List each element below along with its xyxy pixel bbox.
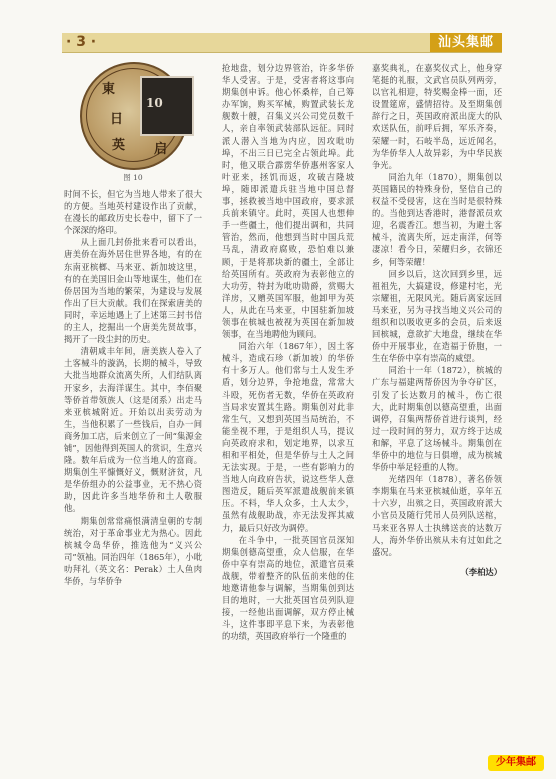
paragraph: 期集创常常痛恨满清皇朝的专制统治，对于革命事业尤为热心。因此槟城令岛华侨，推选他为“义兴公司”领袖。同治四年（1865年），小吡叻拜礼（英文名：Perak）土人鱼肉华侨，与华侨争 (64, 515, 202, 586)
figure-caption: 图 10 (123, 173, 143, 182)
paragraph: 在斗争中，一批英国官员深知期集创德高望重，众人信服，在华侨中享有崇高的地位，派遣官员乘战舰，带着整齐的队伍前来他的住地邀请他参与调解，当期集创到达目的地时，一大批英国官员列队迎接，一经他出面调解，双方停止械斗，这件事即平息下来，为表彰他的功绩，英国政府举行一个隆重的 (222, 534, 354, 642)
author-byline: （李柏达） (460, 566, 502, 577)
postmark-char: 英 (112, 138, 126, 153)
magazine-title: 汕头集邮 (430, 33, 502, 52)
stamp-value: 10 (146, 96, 163, 110)
postmark-char: 启 (154, 142, 168, 157)
paragraph: 同治九年（1870），期集创以英国籍民的特殊身份，坚信自己的权益不受侵害，这在当时是很特殊的。当他到达香港时，港督派员欢迎，名震香江。想当初，为避土客械斗，流离失所，远走南洋，何等凄凉！看今日，荣耀归乡，衣锦还乡，何等荣耀！ (372, 171, 502, 267)
postmark-char: 日 (110, 112, 124, 127)
paragraph: 回乡以后，这次回到乡里，远祖祖先，大搞建设，修建村宅，光宗耀祖，无限风光。随后离家远回马来亚，另为寻找当地义兴公司的组织和以吸收更多的会员，后来返回槟城，意欲扩大地盘，继续在华侨中开展事业，在造福于侨胞，一生在华侨中享有崇高的威望。 (372, 268, 502, 364)
paragraph: 时间不长，但它为当地人带来了很大的方便。当地英村建设作出了贡献，在漫长的邮政历史长卷中，留下了一个深深的烙印。 (64, 189, 202, 236)
paragraph: 清朝咸丰年间，唐美族人卷入了土客械斗的漩涡，长期的械斗，导致大批当地群众流离失所，人们结队离开家乡，去海洋谋生。其中，李佰聚等侨首带领族人（这是闭系）出走马来亚槟城附近。开始以出卖劳动为生，当他积累了一些钱后，自办一间商务加工店，后来创立了一间“集源金铺”，因他得到英国人的赏识，生意兴隆。数年后成为一位当地人的富商。期集创生平慷慨好义，慨财济贫，凡是华侨组办的公益事业，无不热心资助，因此许多当地华侨和土人敬服他。 (64, 346, 202, 514)
paragraph: 光绪四年（1878），著名侨领李期集在马来亚槟城仙逝，享年五十六岁，出殡之日，英国政府派大小官员及随行凭吊人员列队送棺，马来亚各界人士执绋送丧的达数万人，海外华侨出殡从未有过如此之盛况。 (372, 474, 502, 557)
paragraph: 同治十一年（1872），槟城的广东与福建两帮侨因为争夺矿区，引发了长达数月的械斗，伤亡很大，此时期集创以德高望重，出面调停，召集两帮侨首进行谈判，经过一段时间的努力，双方终于达成和解，平息了这场械斗。期集创在华侨中的地位与日俱增，成为槟城华侨中举足轻重的人物。 (372, 365, 502, 473)
postmark-char: 東 (102, 82, 116, 97)
paragraph: 抢地盘，划分边界管治，许多华侨华人受害。于是，受害者将这事向期集创申诉。他心怀桑梓，自己筹办军饷，购买军械，购置武装长龙舰数十艘，召集义兴公司党员数千人，亲自率领武装部队远征。同时派人潜入当地为内应，因攻吡叻埠，不出三日已完全占领此埠。此时，他又联合霹雳华侨惠州客家人叶亚来，拯饥而返，攻破吉隆坡埠，随即派遣兵驻当地中国总督事，拯救被当地中国政府，要求派兵前来镇守。此时，英国人也想伸手一些疆土，他们提出调和，共同管治，然而，他想到当时中国兵荒马乱，清政府腐败，恐怕难以兼顾，于是将那块新的疆土，全部让给英国所有。英政府为表彰他立的大功劳，特封为吡叻勋爵，赏赐大洋房，又赠英国军服，他卸甲为英人，从此在马来亚，中国驻新加坡领事在槟城也被视为英国在新加坡领事，在当地聘他为顾问。 (222, 63, 354, 340)
figure-stamp-image (64, 62, 202, 172)
article-column-2 (222, 62, 354, 643)
article-column-3 (372, 62, 502, 578)
paragraph: 从上面几封侨批来看可以看出，唐美侨在海外居住世界各地，有的在东南亚槟榔、马来亚、新加坡这里，有的在美国旧金山等地谋生，他们在侨居国为当地的繁荣，为建设与发展作出了巨大贡献。我们在探索唐美的同时，幸运地遇上了上述第三封书信的主人，挖掘出一个唐美先贤故事，揭开了一段尘封的历史。 (64, 237, 202, 345)
corner-logo: 少年集邮 (488, 755, 544, 771)
paragraph: 嘉奖典礼，在嘉奖仪式上，他身穿笔挺的礼服，文武官员队列两旁，以官礼相迎，特奖赐金棒一面，还设置筵席，盛情招待。及至期集创辞行之日，英国政府派出庞大的队欢送队伍，前呼后拥，军乐齐奏，荣耀一时，石岐半岛，远近闻名，为华侨华人人故异彩，为中华民族争光。 (372, 63, 502, 170)
article-column-1 (64, 188, 202, 587)
postage-stamp (140, 76, 194, 136)
paragraph: 同治六年（1867年），因土客械斗，造成石珍（新加坡）的华侨有十多万人。他们常与土人发生矛盾，划分边界，争抢地盘，常常大斗殴，死伤者无数，华侨在英政府当局求安置其生路。期集创对此非常生气，又想到英国当局统治，不能坐视不理，于是组织人马，提议向英政府求和，划定地界，以求互相和平相处，但是华侨与土人之间无法实现。于是，一些有影响力的当地人向政府告状，说这些华人意图造反，随后英军派遣战舰前来镇压。不料，华人众多，土人太少，虽然有战舰助战，亦无法发挥其威力，最后只好改为调停。 (222, 341, 354, 533)
page-number: · 3 · (66, 34, 97, 50)
